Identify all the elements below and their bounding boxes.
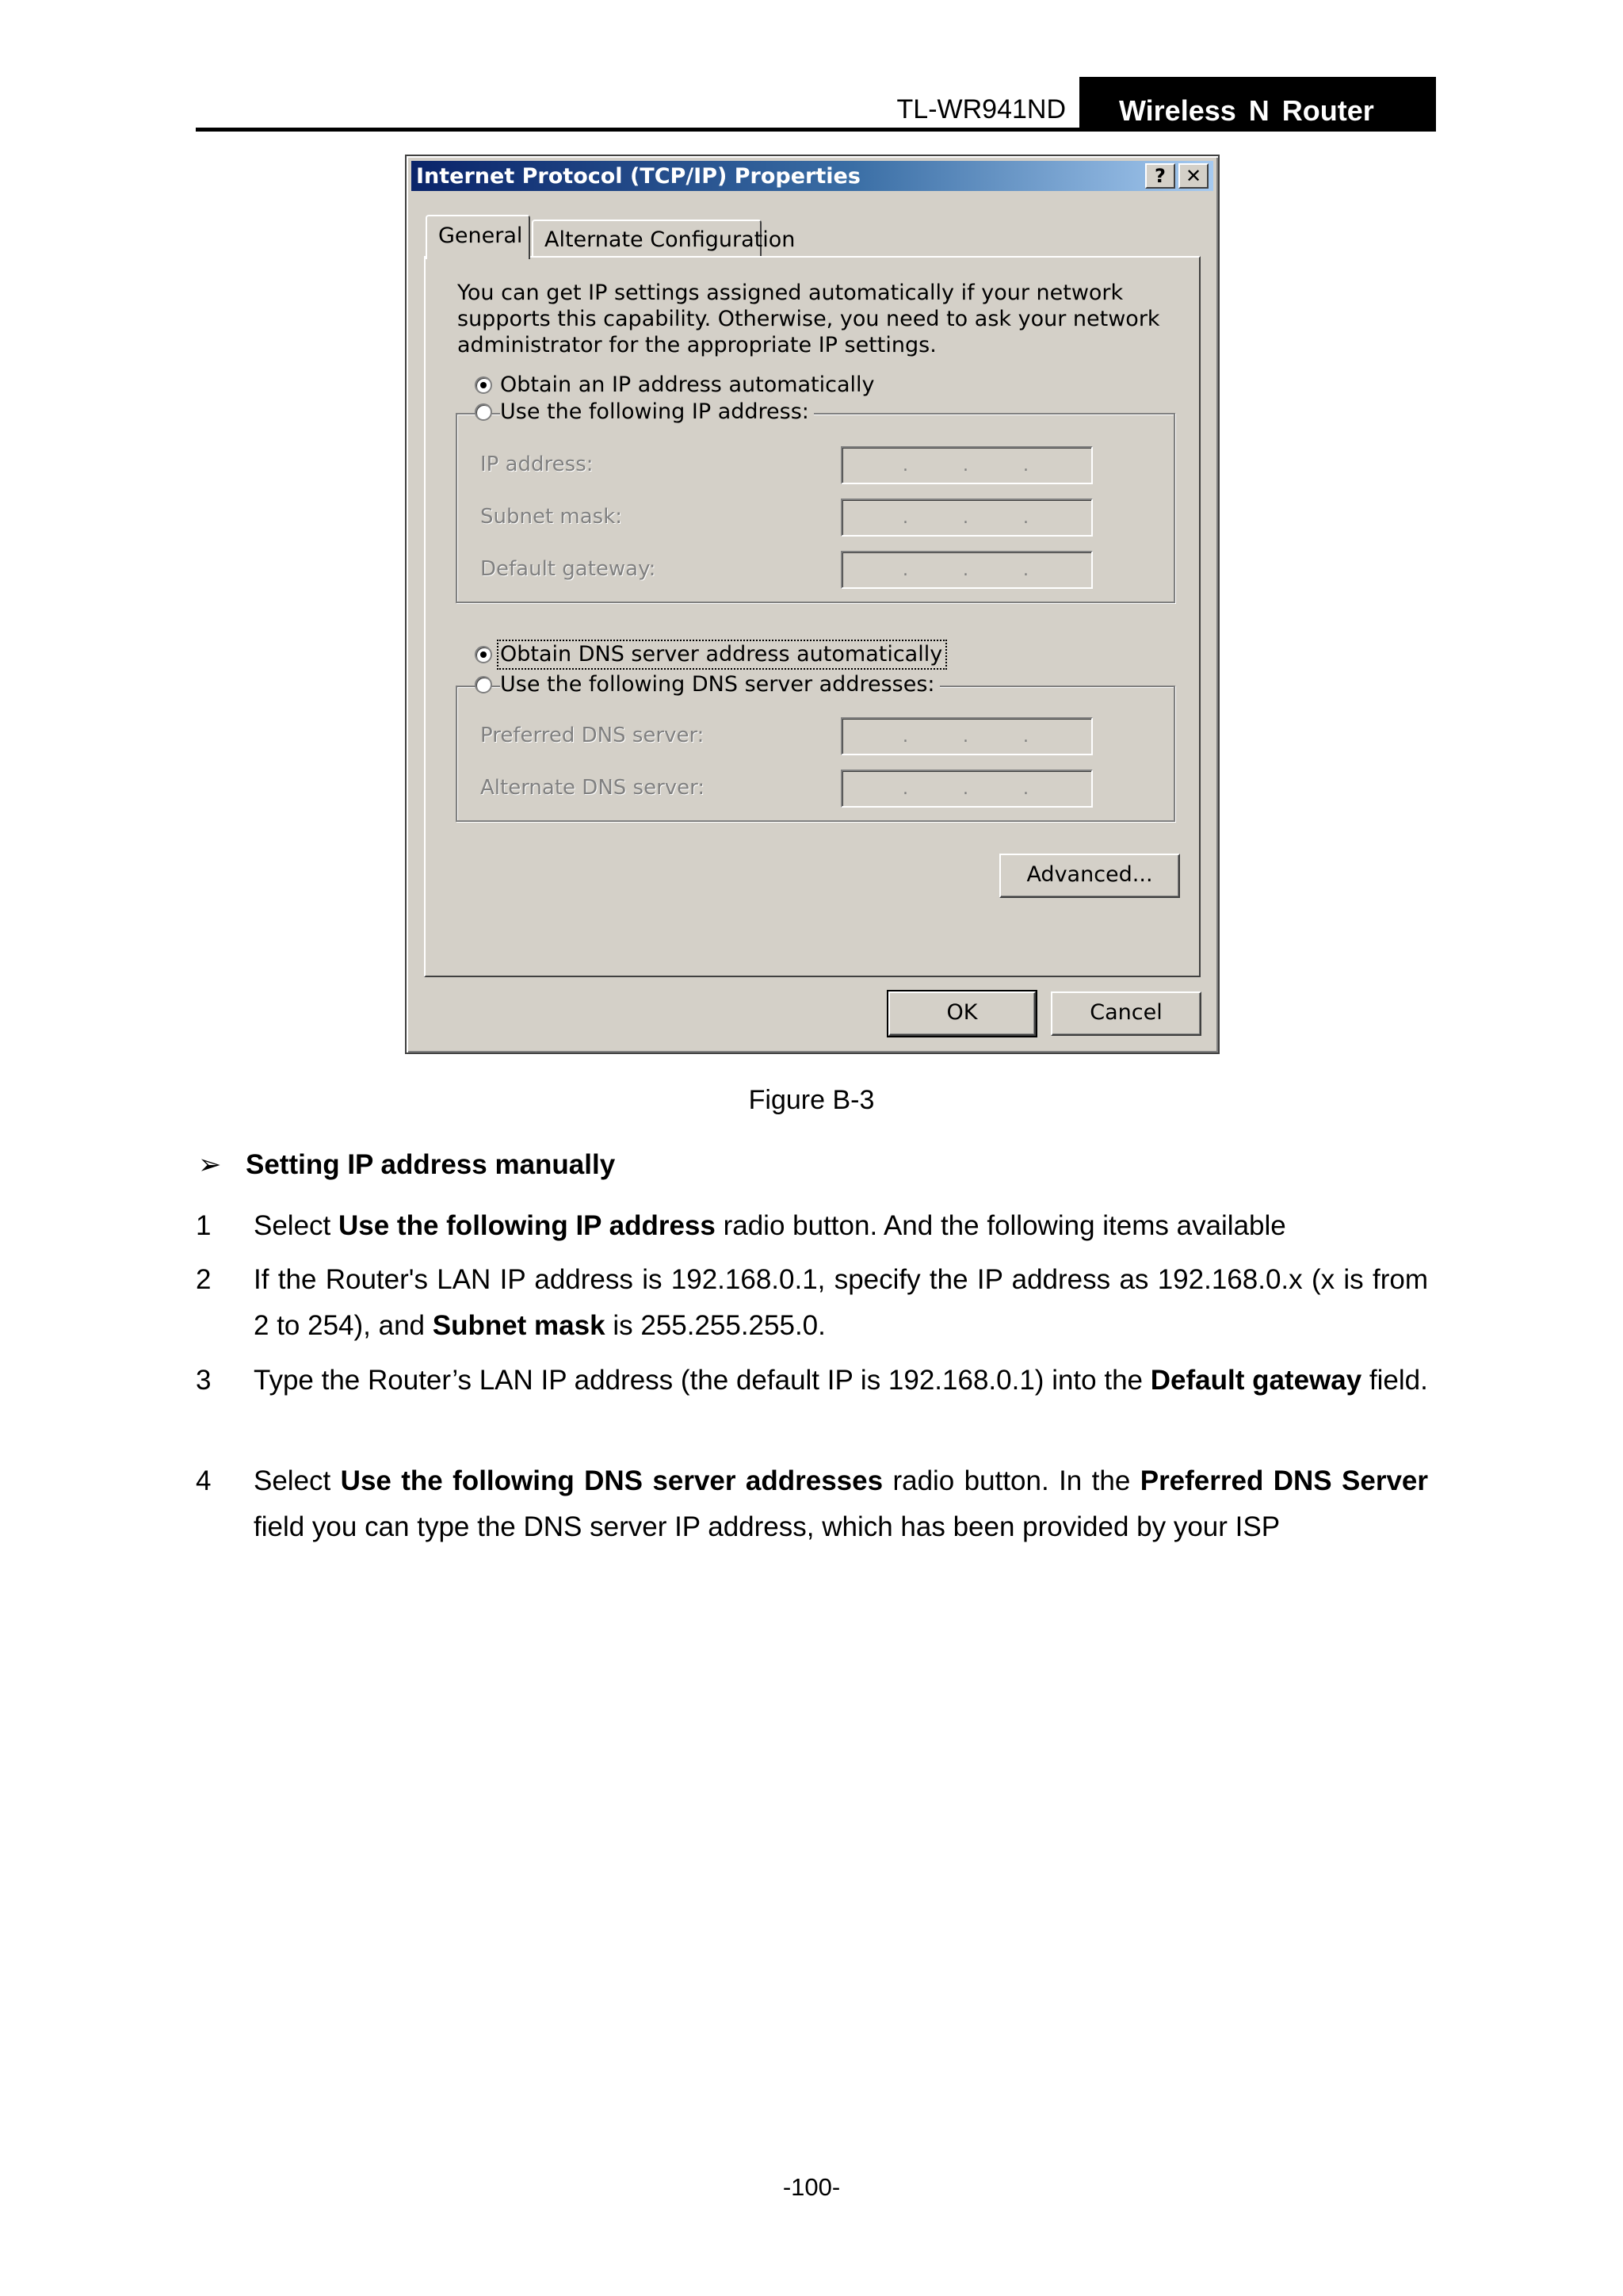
step-number: 2 (196, 1264, 212, 1295)
subnet-mask-label: Subnet mask: (480, 505, 623, 529)
tab-alternate-configuration[interactable]: Alternate Configuration (532, 220, 762, 258)
close-button[interactable]: ✕ (1178, 163, 1209, 189)
ip-manual-label: Use the following IP address: (500, 400, 814, 424)
ip-auto-radio[interactable] (475, 376, 492, 394)
step-number: 3 (196, 1365, 212, 1396)
step-text (254, 1257, 1428, 1349)
bullet-arrow-icon: ➢ (198, 1149, 222, 1180)
step-text-segment: Select (254, 1210, 338, 1241)
step-text (254, 1458, 1428, 1550)
step-text (254, 1358, 1428, 1404)
step-text-segment: is 255.255.255.0. (605, 1310, 826, 1341)
step-2 (196, 1257, 1428, 1349)
alternate-dns-label: Alternate DNS server: (480, 776, 705, 800)
intro-text: You can get IP settings assigned automatically if your network supports this capability. Otherwise, you need to ask your network administrator for the appropriate IP settings. (457, 281, 1160, 357)
step-bold-term: Default gateway (1150, 1365, 1362, 1396)
alternate-dns-field[interactable]: . . . (841, 770, 1093, 808)
header-product: Wireless N Router (1079, 77, 1436, 132)
step-text-segment: radio button. And the following items available (715, 1210, 1286, 1241)
step-number: 4 (196, 1465, 212, 1496)
step-text-segment: Select (254, 1465, 341, 1496)
dns-manual-label: Use the following DNS server addresses: (500, 673, 940, 697)
ip-address-field[interactable]: . . . (841, 446, 1093, 484)
step-number: 1 (196, 1210, 212, 1241)
tab-general[interactable]: General (426, 215, 530, 259)
help-button[interactable]: ? (1145, 163, 1175, 189)
figure-caption: Figure B-3 (748, 1085, 875, 1115)
default-gateway-label: Default gateway: (480, 557, 656, 581)
preferred-dns-label: Preferred DNS server: (480, 724, 705, 747)
step-bold-term: Use the following DNS server addresses (340, 1465, 884, 1496)
ip-address-label: IP address: (480, 453, 594, 476)
dns-auto-label: Obtain DNS server address automatically (500, 642, 943, 667)
step-3 (196, 1358, 1428, 1404)
header-rule (196, 128, 1436, 132)
dialog-title: Internet Protocol (TCP/IP) Properties (416, 164, 861, 189)
subnet-mask-field[interactable]: . . . (841, 499, 1093, 537)
dns-auto-radio[interactable] (475, 646, 492, 663)
step-1 (196, 1203, 1428, 1249)
step-bold-term: Subnet mask (432, 1310, 605, 1341)
general-tab-panel (424, 256, 1201, 977)
step-text (254, 1203, 1428, 1249)
ip-manual-radio[interactable] (475, 403, 492, 421)
step-4 (196, 1458, 1428, 1550)
dialog-titlebar (411, 161, 1213, 191)
step-text-segment: Type the Router’s LAN IP address (the default IP is 192.168.0.1) into the (254, 1365, 1151, 1396)
advanced-button[interactable]: Advanced... (999, 854, 1180, 898)
ip-auto-label: Obtain an IP address automatically (500, 373, 880, 397)
preferred-dns-field[interactable]: . . . (841, 717, 1093, 755)
tcpip-properties-dialog (405, 155, 1220, 1054)
step-text-segment: radio button. In the (883, 1465, 1140, 1496)
step-text-segment: field you can type the DNS server IP address, which has been provided by your ISP (254, 1511, 1281, 1542)
default-gateway-field[interactable]: . . . (841, 551, 1093, 589)
cancel-button[interactable]: Cancel (1051, 991, 1201, 1036)
dns-manual-radio[interactable] (475, 676, 492, 693)
step-bold-term: Preferred DNS Server (1140, 1465, 1429, 1496)
section-heading (198, 1149, 615, 1181)
header-model: TL-WR941ND (896, 94, 1066, 124)
step-text-segment: If the Router's LAN IP address is 192.168.0.1, specify the IP address as 192.168.0.x (x is from 2 to 254), and (254, 1264, 1428, 1341)
ok-button[interactable]: OK (888, 991, 1036, 1036)
step-text-segment: field. (1361, 1365, 1428, 1396)
section-title: Setting IP address manually (246, 1149, 616, 1180)
page-number: -100- (782, 2173, 841, 2201)
step-bold-term: Use the following IP address (338, 1210, 716, 1241)
